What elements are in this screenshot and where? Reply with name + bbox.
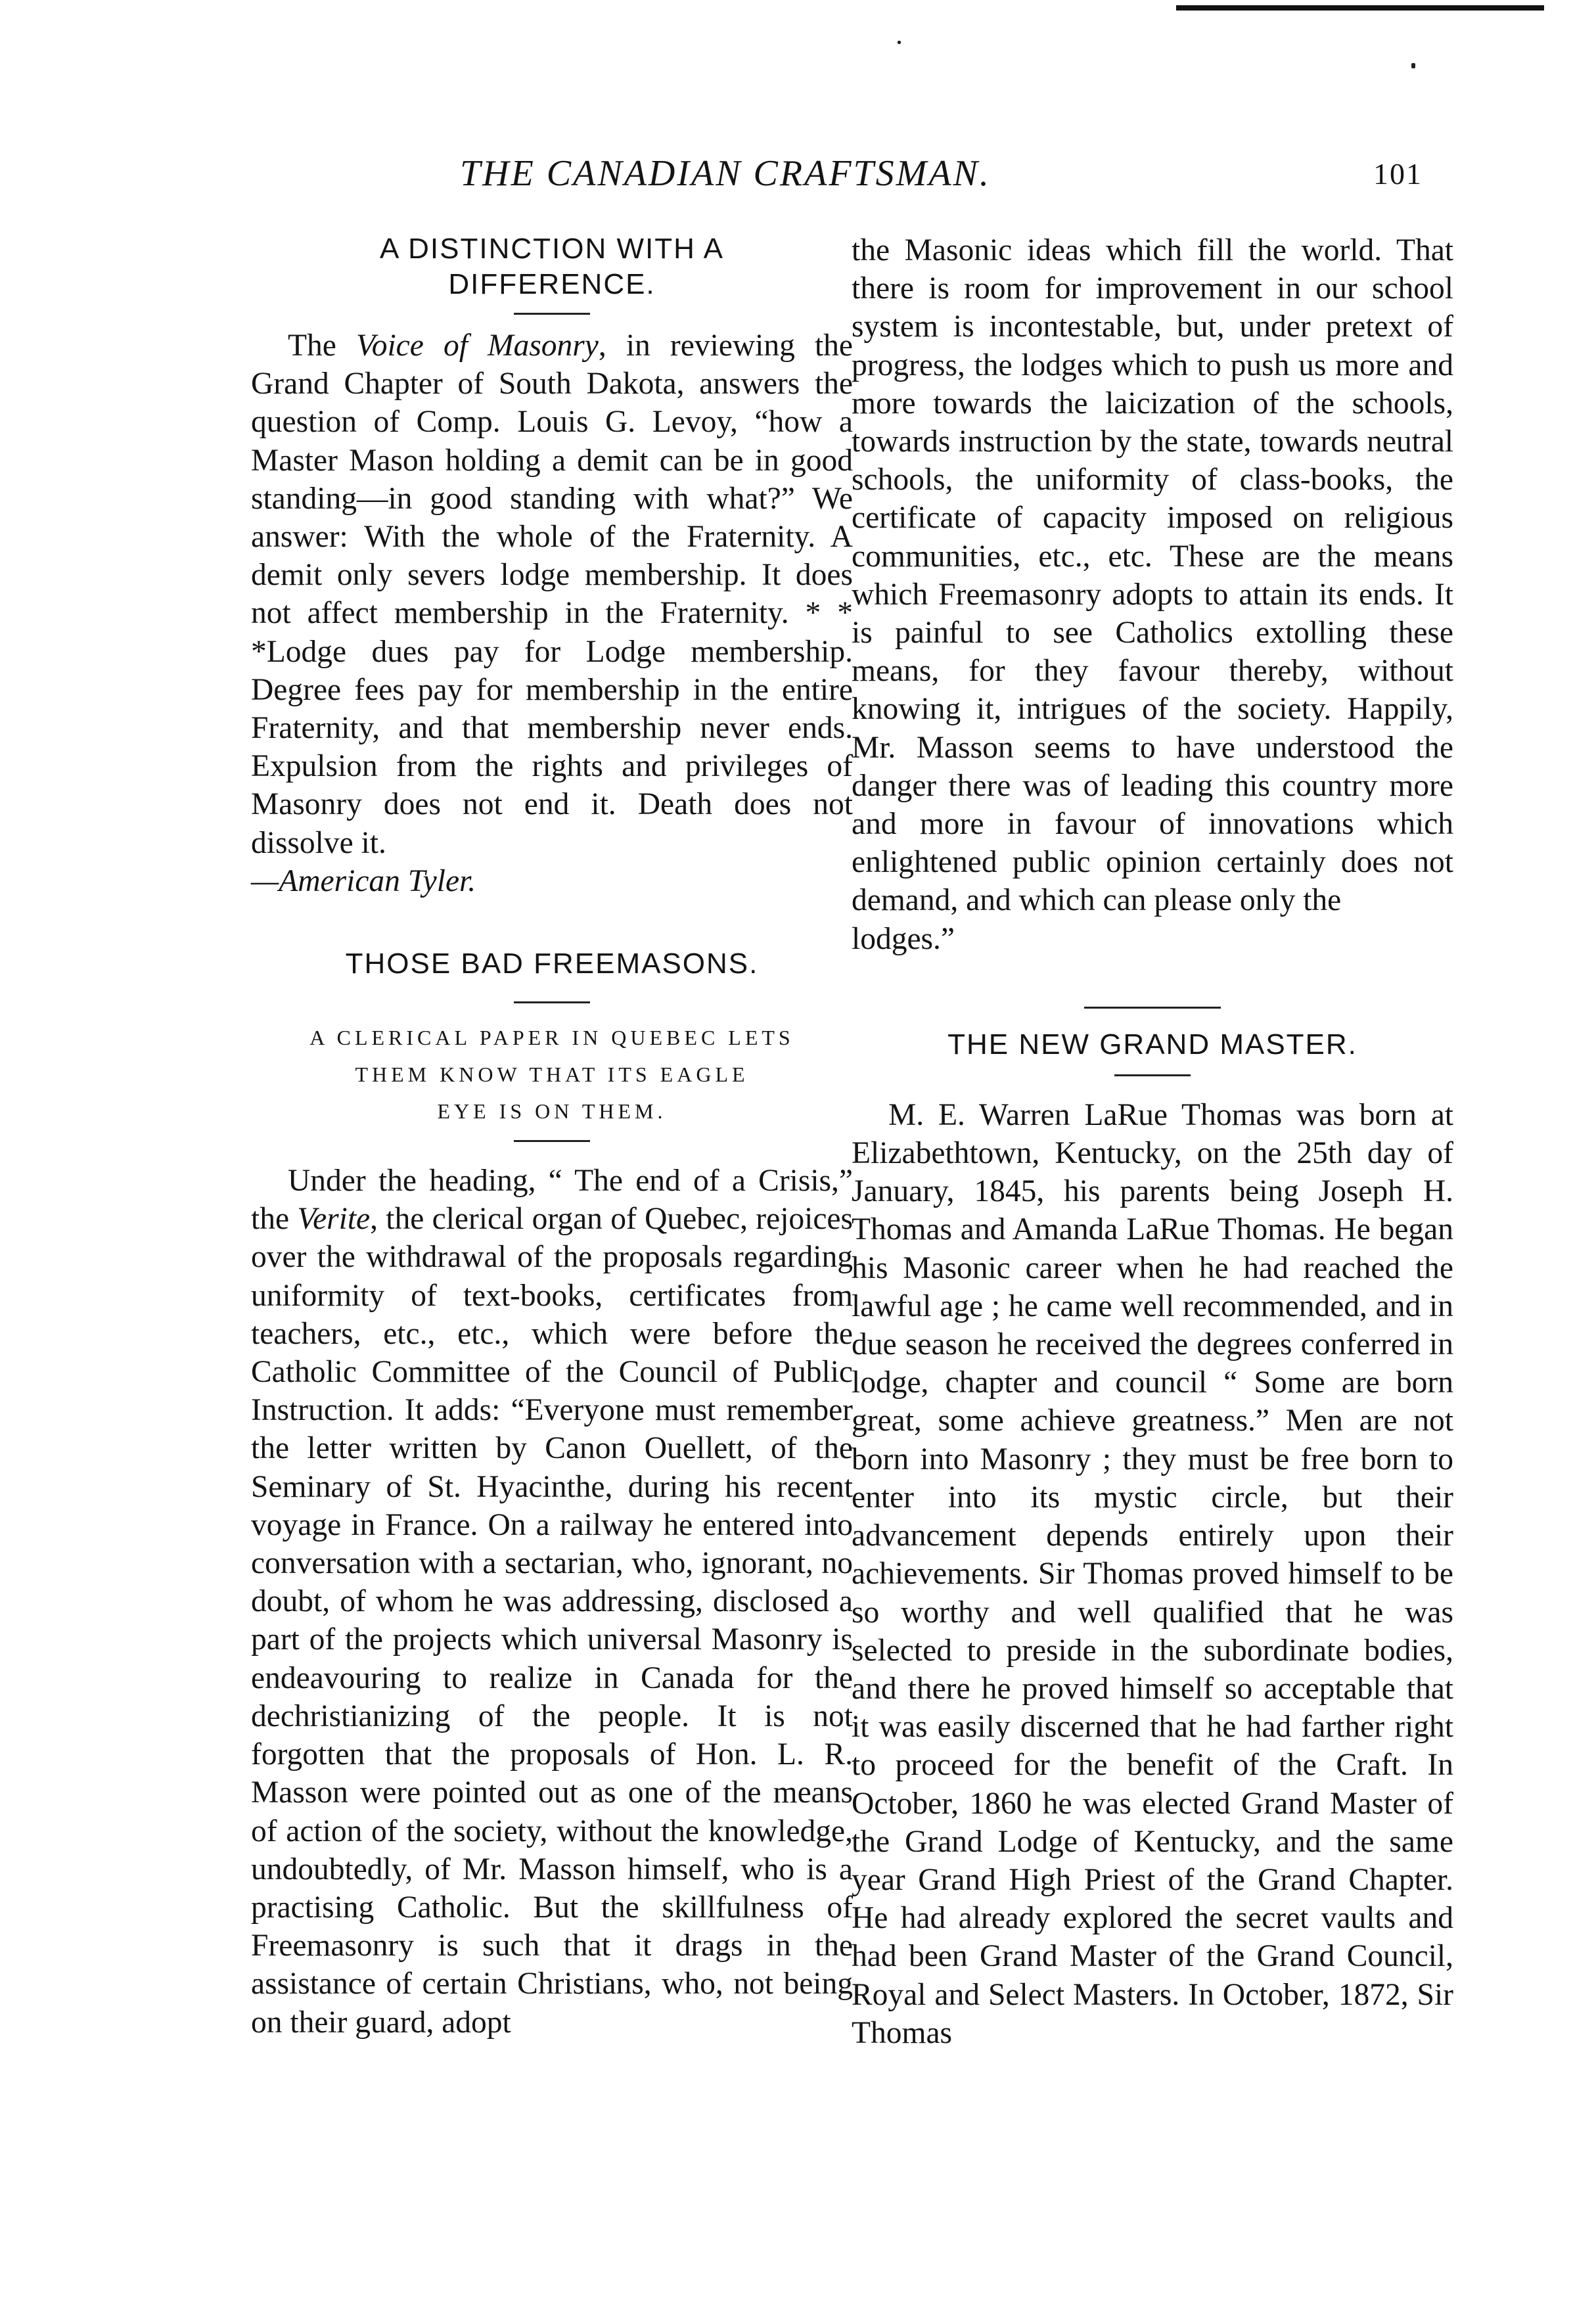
- body-text: , the clerical organ of Quebec, rejoices over the withdrawal of the proposals regarding uniformity of text-books, certificates from teachers, etc., etc., which were before the Catholic Committee of the Council of Public Instruction. It adds: “Everyone must remember the letter written by Canon Ouellett, of the Seminary of St. Hyacinthe, during his recent voyage in France. On a railway he entered into conversation with a sectarian, who, ignorant, no doubt, of whom he was addressing, disclosed a part of the projects which universal Masonry is endeavouring to realize in Canada for the dechristianizing of the people. It is not forgotten that the proposals of Hon. L. R. Masson were pointed out as one of the means of action of the society, without the knowledge, undoubtedly, of Mr. Masson himself, who is a practising Catholic. But the skillfulness of Freemasonry is such that it drags in the assistance of certain Christians, who, not being on their guard, adopt: [251, 1202, 853, 2040]
- publication-name: Voice of Masonry: [355, 329, 599, 363]
- article-continuation: the Masonic ideas which fill the world. That there is room for improvement in our school system is incontestable, but, under pretext of progress, the lodges which to push us more and more towards the laicization of the schools, towards instruction by the state, towards neutral schools, the uniformity of class-books, the certificate of capacity imposed on religious communities, etc., etc. These are the means which Freemasonry adopts to attain its ends. It is painful to see Catholics extolling these means, for they favour thereby, without knowing it, intrigues of the society. Happily, Mr. Masson seems to have understood the danger there was of leading this country more and more in favour of innovations which enlightened public opinion certainly does not demand, and which can please only the: [852, 233, 1453, 918]
- print-speck: [898, 41, 901, 44]
- article-source: —American Tyler.: [251, 863, 476, 898]
- running-head: THE CANADIAN CRAFTSMAN.: [460, 153, 991, 194]
- body-lead: The: [288, 329, 356, 363]
- page-number: 101: [1373, 157, 1423, 191]
- right-column: [852, 231, 1453, 2052]
- subtitle-line: A CLERICAL PAPER IN QUEBEC LETS: [309, 1026, 794, 1050]
- print-speck: [1411, 63, 1415, 68]
- title-divider: [1114, 1074, 1191, 1076]
- article-title: [251, 231, 853, 302]
- article-body: [251, 327, 853, 862]
- title-line: DIFFERENCE.: [448, 268, 656, 300]
- publication-name: Verite: [297, 1202, 371, 1237]
- title-line: A DISTINCTION WITH A: [379, 233, 725, 265]
- subtitle-line: THEM KNOW THAT ITS EAGLE: [355, 1063, 749, 1087]
- subtitle-divider: [514, 1140, 590, 1142]
- article-body: M. E. Warren LaRue Thomas was born at Elizabethtown, Kentucky, on the 25th day of January, 1845, his parents being Joseph H. Thomas and Amanda LaRue Thomas. He began his Masonic career when he had reached the lawful age ; he came well recommended, and in due season he received the degrees conferred in lodge, chapter and council “ Some are born great, some achieve greatness.” Men are not born into Masonry ; they must be free born to enter into its mystic circle, but their advancement depends entirely upon their achievements. Sir Thomas proved himself to be so worthy and well qualified that he was selected to preside in the subordinate bodies, and there he proved himself so acceptable that it was easily discerned that he had farther right to proceed for the benefit of the Craft. In October, 1860 he was elected Grand Master of the Grand Lodge of Kentucky, and the same year Grand High Priest of the Grand Chapter. He had already explored the secret vaults and had been Grand Master of the Grand Council, Royal and Select Masters. In October, 1872, Sir Thomas: [852, 1097, 1453, 2050]
- article-title: THE NEW GRAND MASTER.: [947, 1028, 1357, 1061]
- article-body: [251, 1162, 853, 2042]
- title-divider: [514, 313, 590, 315]
- title-divider: [514, 1001, 590, 1003]
- left-column: [251, 231, 853, 2042]
- article-distinction: [251, 231, 853, 900]
- body-text: , in reviewing the Grand Chapter of South Dakota, answers the question of Comp. Louis G. Levoy, “how a Master Mason holding a demit can be in good standing—in good standing with what?” We answer: With the whole of the Fraternity. A demit only severs lodge membership. It does not affect membership in the Fraternity. * * *Lodge dues pay for Lodge membership. Degree fees pay for membership in the entire Fraternity, and that membership never ends. Expulsion from the rights and privileges of Masonry does not end it. Death does not dissolve it.: [251, 329, 853, 860]
- body-lead: Under the heading, “ The end of a Crisis,” the: [251, 1164, 853, 1237]
- article-title: THOSE BAD FREEMASONS.: [345, 948, 759, 980]
- article-separator: [1084, 1007, 1221, 1009]
- subtitle-line: EYE IS ON THEM.: [437, 1099, 667, 1124]
- article-new-grand-master: [852, 1027, 1453, 2052]
- article-subtitle: [251, 1019, 853, 1130]
- article-continuation-end: lodges.”: [852, 921, 955, 956]
- top-edge-rule: [1176, 5, 1544, 11]
- article-bad-freemasons: [251, 946, 853, 2042]
